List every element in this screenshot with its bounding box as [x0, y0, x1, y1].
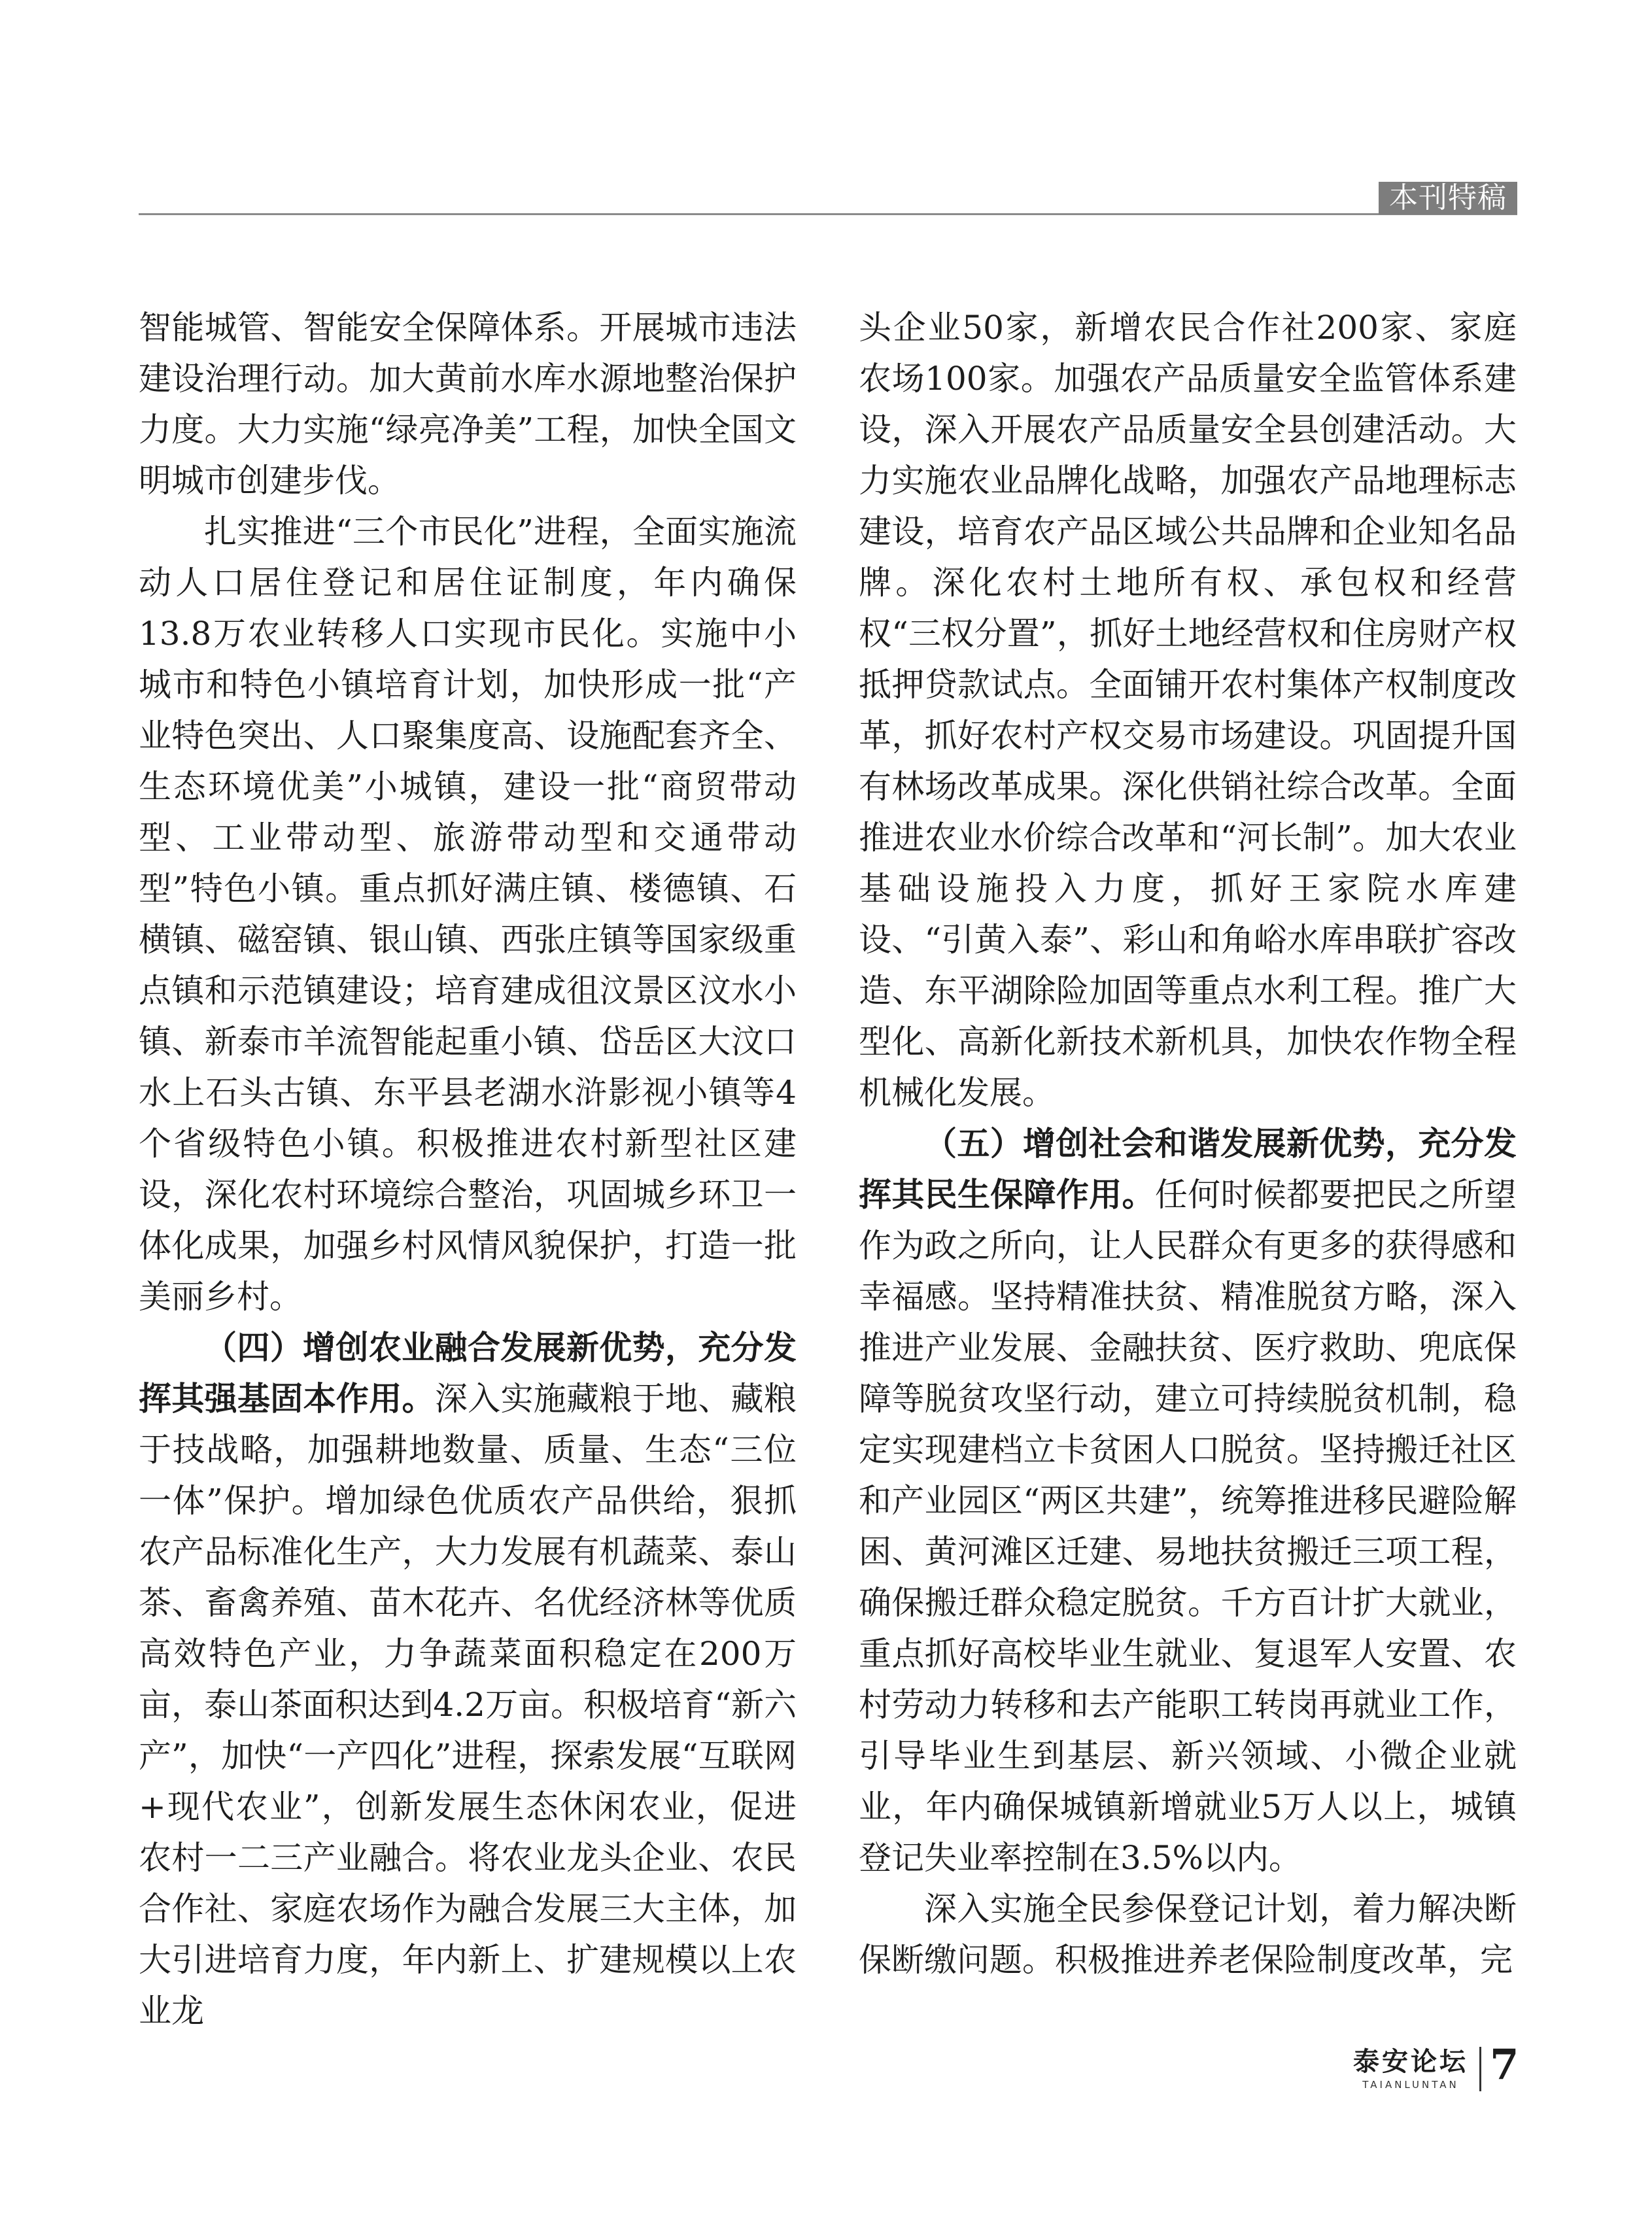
section-four-body: 深入实施藏粮于地、藏粮于技战略，加强耕地数量、质量、生态“三位一体”保护。增加绿色优质农产品供给，狠抓农产品标准化生产，大力发展有机蔬菜、泰山茶、畜禽养殖、苗木花卉、名优经济林等优质高效特色产业，力争蔬菜面积稳定在200万亩，泰山茶面积达到4.2万亩。积极培育“新六产”，加快“一产四化”进程，探索发展“互联网+现代农业”，创新发展生态休闲农业，促进农村一二三产业融合。将农业龙头企业、农民合作社、家庭农场作为融合发展三大主体，加大引进培育力度，年内新上、扩建规模以上农业龙: [139, 1380, 797, 2030]
header-rule: [139, 213, 1517, 215]
section-tag: 本刊特稿: [1379, 182, 1517, 214]
right-paragraph-2: [859, 1118, 1517, 1883]
footer-divider: [1479, 2047, 1481, 2091]
footer-brand: [1347, 2046, 1474, 2091]
left-paragraph-1: 智能城管、智能安全保障体系。开展城市违法建设治理行动。加大黄前水库水源地整治保护力度。大力实施“绿亮净美”工程，加快全国文明城市创建步伐。: [139, 309, 797, 500]
left-paragraph-3: [139, 1322, 797, 2036]
right-paragraph-1: 头企业50家，新增农民合作社200家、家庭农场100家。加强农产品质量安全监管体系建设，深入开展农产品质量安全县创建活动。大力实施农业品牌化战略，加强农产品地理标志建设，培育农产品区域公共品牌和企业知名品牌。深化农村土地所有权、承包权和经营权“三权分置”，抓好土地经营权和住房财产权抵押贷款试点。全面铺开农村集体产权制度改革，抓好农村产权交易市场建设。巩固提升国有林场改革成果。深化供销社综合改革。全面推进农业水价综合改革和“河长制”。加大农业基础设施投入力度，抓好王家院水库建设、“引黄入泰”、彩山和角峪水库串联扩容改造、东平湖除险加固等重点水利工程。推广大型化、高新化新技术新机具，加快农作物全程机械化发展。: [859, 309, 1517, 1112]
right-paragraph-3: 深入实施全民参保登记计划，着力解决断保断缴问题。积极推进养老保险制度改革，完: [859, 1890, 1517, 1979]
section-four-heading: （四）增创农业融合发展新优势，充分发挥其强基固本作用。: [139, 1329, 797, 1418]
section-five-heading: （五）增创社会和谐发展新优势，充分发挥其民生保障作用。: [859, 1125, 1517, 1214]
left-paragraph-2: 扎实推进“三个市民化”进程，全面实施流动人口居住登记和居住证制度，年内确保13.8万农业转移人口实现市民化。实施中小城市和特色小镇培育计划，加快形成一批“产业特色突出、人口聚集度高、设施配套齐全、生态环境优美”小城镇，建设一批“商贸带动型、工业带动型、旅游带动型和交通带动型”特色小镇。重点抓好满庄镇、楼德镇、石横镇、磁窑镇、银山镇、西张庄镇等国家级重点镇和示范镇建设；培育建成徂汶景区汶水小镇、新泰市羊流智能起重小镇、岱岳区大汶口水上石头古镇、东平县老湖水浒影视小镇等4个省级特色小镇。积极推进农村新型社区建设，深化农村环境综合整治，巩固城乡环卫一体化成果，加强乡村风情风貌保护，打造一批美丽乡村。: [139, 513, 797, 1316]
section-five-body: 任何时候都要把民之所望作为政之所向，让人民群众有更多的获得感和幸福感。坚持精准扶贫、精准脱贫方略，深入推进产业发展、金融扶贫、医疗救助、兜底保障等脱贫攻坚行动，建立可持续脱贫机制，稳定实现建档立卡贫困人口脱贫。坚持搬迁社区和产业园区“两区共建”，统筹推进移民避险解困、黄河滩区迁建、易地扶贫搬迁三项工程，确保搬迁群众稳定脱贫。千方百计扩大就业，重点抓好高校毕业生就业、复退军人安置、农村劳动力转移和去产能职工转岗再就业工作，引导毕业生到基层、新兴领域、小微企业就业，年内确保城镇新增就业5万人以上，城镇登记失业率控制在3.5%以内。: [859, 1176, 1517, 1877]
page-number: 7: [1490, 2040, 1519, 2089]
left-column: [139, 302, 797, 2036]
journal-pinyin: TAIANLUNTAN: [1362, 2079, 1459, 2091]
journal-name: 泰安论坛: [1353, 2047, 1468, 2077]
right-column: [859, 302, 1517, 1985]
